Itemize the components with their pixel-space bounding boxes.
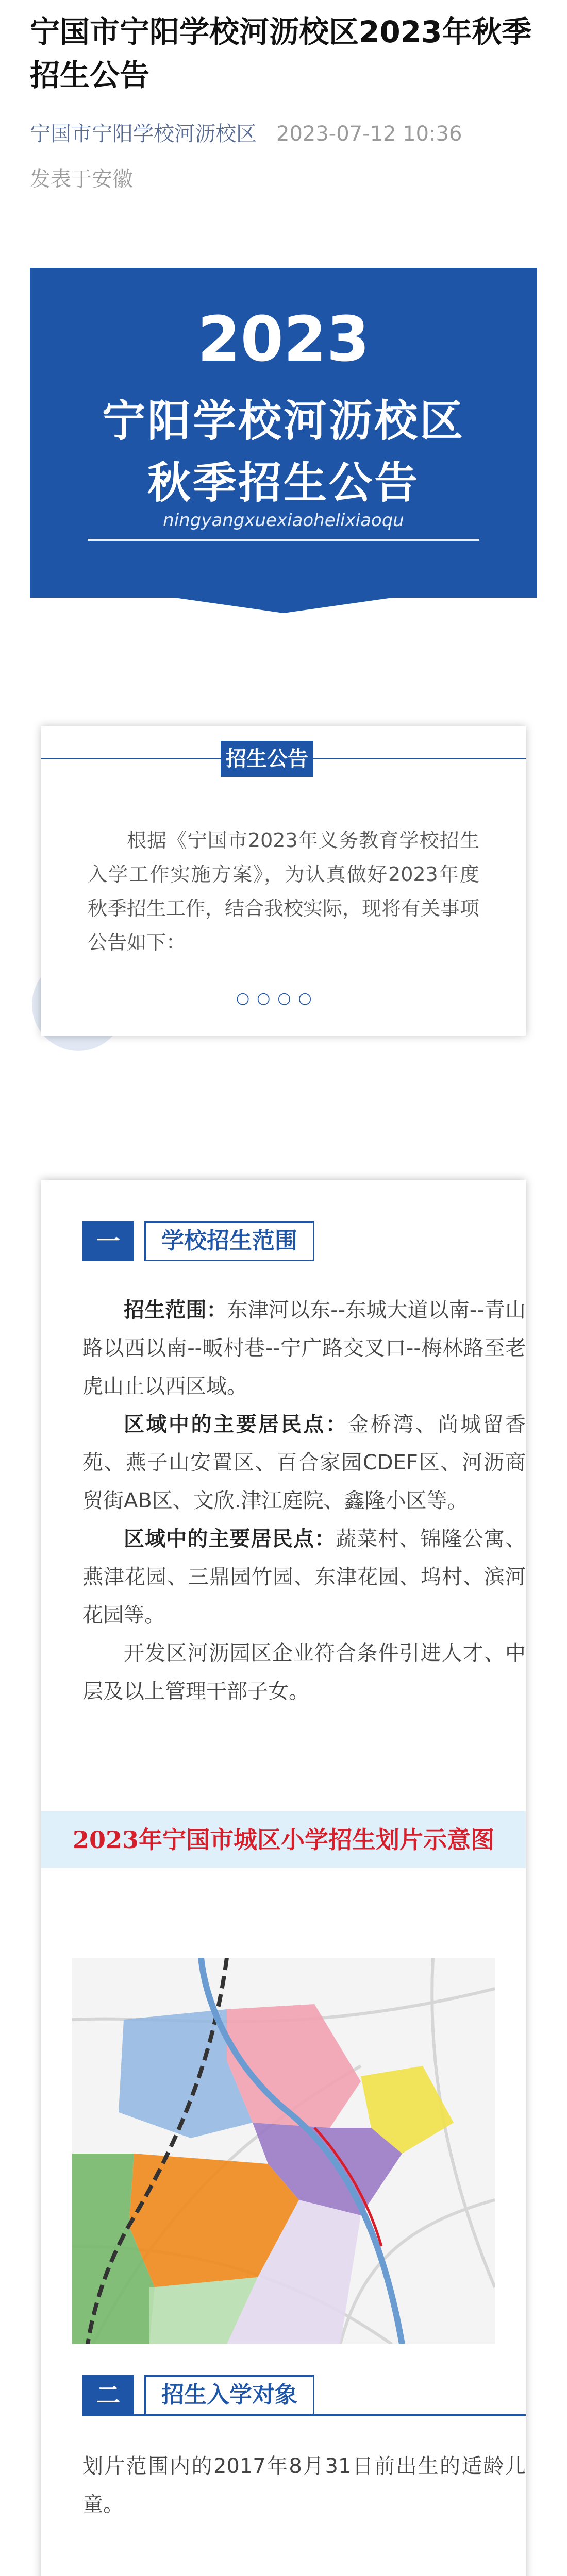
paragraph <box>82 1634 526 1710</box>
paragraph-lead: 区域中的主要居民点： <box>124 1527 336 1551</box>
paragraph-lead: 区域中的主要居民点： <box>124 1413 348 1436</box>
banner-title-line2: 秋季招生公告 <box>147 457 420 508</box>
article-title: 宁国市宁阳学校河沥校区2023年秋季招生公告 <box>30 14 532 93</box>
paragraph-text: 开发区河沥园区企业符合条件引进人才、中层及以上管理干部子女。 <box>82 1641 526 1703</box>
author-link[interactable]: 宁国市宁阳学校河沥校区 <box>30 122 257 146</box>
paragraph <box>82 1405 526 1520</box>
section-2 <box>82 2375 526 2523</box>
banner-title-line1: 宁阳学校河沥校区 <box>102 396 465 446</box>
paragraph-text: 东津河以东--东城大道以南--青山路以西以南--畈村巷--宁广路交叉口--梅林路至老虎山止以西区域。 <box>82 1298 526 1398</box>
section-header <box>82 2375 526 2415</box>
section-header <box>82 1221 526 1261</box>
section-title: 招生入学对象 <box>144 2375 314 2415</box>
paragraph <box>82 1520 526 1634</box>
banner-bottom-point <box>30 556 537 613</box>
map-title: 2023年宁国市城区小学招生划片示意图 <box>41 1811 526 1868</box>
publish-time: 2023-07-12 10:36 <box>276 122 462 146</box>
paragraph: 划片范围内的2017年8月31日前出生的适龄儿童。 <box>82 2454 526 2516</box>
notice-card <box>41 726 526 1036</box>
paragraph <box>82 1291 526 1405</box>
article-meta <box>30 120 462 148</box>
banner-divider <box>88 539 479 541</box>
paragraph-lead: 招生范围： <box>124 1298 227 1322</box>
section-number: 一 <box>82 1221 134 1261</box>
section-title: 学校招生范围 <box>144 1221 314 1261</box>
publish-location: 发表于安徽 <box>30 167 133 191</box>
notice-tag: 招生公告 <box>221 741 313 777</box>
zoning-map-image <box>72 1958 495 2344</box>
banner-subtitle: ningyangxuexiaohelixiaoqu <box>163 510 404 531</box>
header-banner <box>30 268 537 598</box>
banner-year: 2023 <box>197 304 370 376</box>
notice-dots: ○○○○ <box>236 989 319 1007</box>
notice-intro: 根据《宁国市2023年义务教育学校招生入学工作实施方案》，为认真做好2023年度秋季招生工作，结合我校实际，现将有关事项公告如下： <box>88 829 480 954</box>
section-body <box>82 1291 526 1710</box>
section-number: 二 <box>82 2375 134 2415</box>
paragraph-text: 金桥湾、尚城留香苑、燕子山安置区、百合家园CDEF区、河沥商贸街AB区、文欣.津江庭院、鑫隆小区等。 <box>82 1413 526 1513</box>
section-body <box>82 2447 526 2523</box>
section-1 <box>82 1221 526 1710</box>
paragraph-text: 蔬菜村、锦隆公寓、燕津花园、三鼎园竹园、东津花园、坞村、滨河花园等。 <box>82 1527 526 1627</box>
